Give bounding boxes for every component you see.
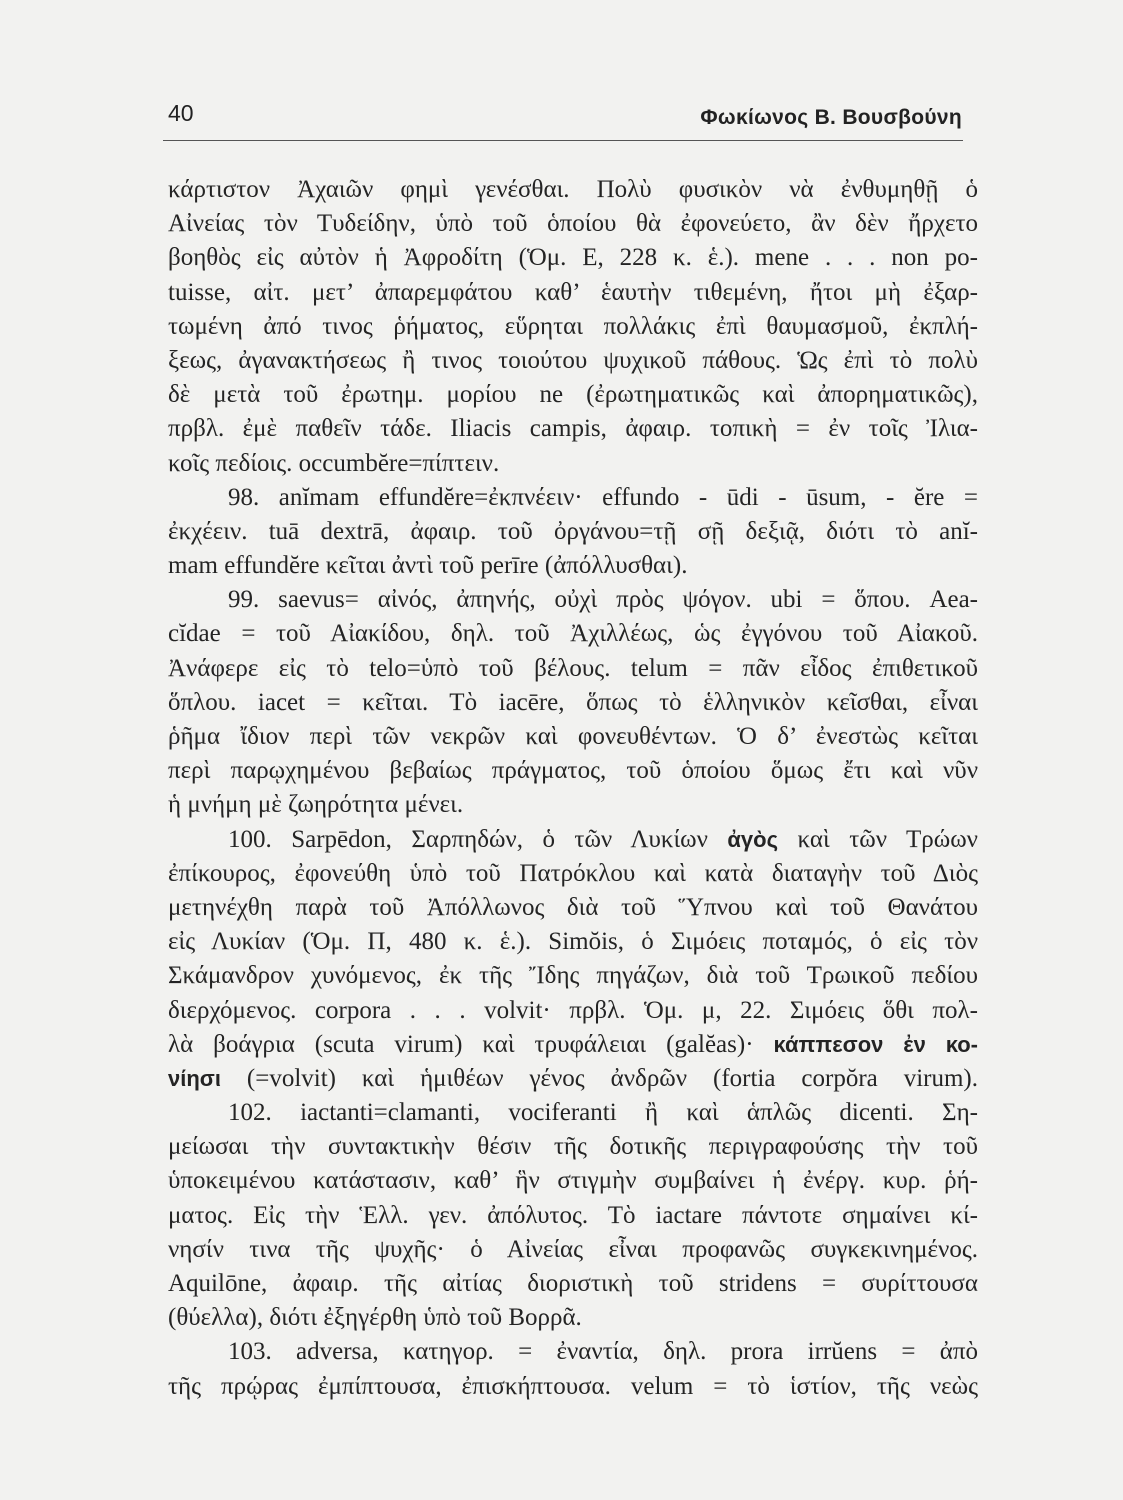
text-segment: (=volvit) καὶ ἡμιθέων γένος ἀνδρῶν (fortia corpŏra virum). — [220, 1064, 978, 1092]
text-line: νησίν τινα τῆς ψυχῆς· ὁ Αἰνείας εἶναι προφανῶς συγκεκινημένος. — [168, 1235, 978, 1263]
text-line — [168, 1062, 978, 1096]
bold-term: κάππεσον ἐν κο- — [773, 1031, 978, 1057]
text-line: Αἰνείας τὸν Τυδείδην, ὑπὸ τοῦ ὁποίου θὰ ἐφονεύετο, ἂν δὲν ἤρχετο — [168, 210, 978, 238]
text-line: ῥῆμα ἴδιον περὶ τῶν νεκρῶν καὶ φονευθέντων. Ὁ δ’ ἐνεστὼς κεῖται — [168, 723, 978, 750]
text-line: δὲ μετὰ τοῦ ἐρωτημ. μορίου ne (ἐρωτηματικῶς καὶ ἀπορηματικῶς), — [168, 381, 978, 409]
paragraph-start-line: 102. iactanti=clamanti, vociferanti ἢ καὶ ἁπλῶς dicenti. Ση- — [228, 1099, 978, 1127]
text-line: ματος. Εἰς τὴν Ἑλλ. γεν. ἀπόλυτος. Τὸ iactare πάντοτε σημαίνει κί- — [168, 1201, 978, 1229]
text-segment: καὶ τῶν Τρώων — [778, 825, 978, 853]
text-line: ἐπίκουρος, ἐφονεύθη ὑπὸ τοῦ Πατρόκλου καὶ κατὰ διαταγὴν τοῦ Διὸς — [168, 859, 978, 887]
paragraph-start-line: 103. adversa, κατηγορ. = ἐναντία, δηλ. prora irrŭens = ἀπὸ — [228, 1338, 978, 1366]
text-line — [168, 1028, 978, 1062]
paragraph-start-line — [168, 823, 978, 857]
body-text — [168, 173, 978, 1404]
paragraph-start-line: 98. anĭmam effundĕre=ἐκπνέειν· effundo - ūdi - ūsum, - ĕre = — [228, 483, 978, 511]
text-line: βοηθὸς εἰς αὐτὸν ἡ Ἀφροδίτη (Ὁμ. Ε, 228 κ. ἑ.). mene . . . non po- — [168, 244, 978, 272]
page-number: 40 — [168, 100, 194, 126]
text-segment: 100. Sarpēdon, Σαρπηδών, ὁ τῶν Λυκίων — [228, 825, 728, 853]
text-line: ξεως, ἀγανακτήσεως ἢ τινος τοιούτου ψυχικοῦ πάθους. Ὡς ἐπὶ τὸ πολὺ — [168, 346, 978, 374]
header-rule — [163, 140, 963, 141]
text-line: ὑποκειμένου κατάστασιν, καθ’ ἣν στιγμὴν συμβαίνει ἡ ἐνέργ. κυρ. ῥή- — [168, 1167, 978, 1195]
text-line: Ἀνάφερε εἰς τὸ telo=ὑπὸ τοῦ βέλους. telum = πᾶν εἶδος ἐπιθετικοῦ — [168, 654, 978, 682]
bold-term: νίησι — [168, 1065, 221, 1091]
paragraph-start-line: 99. saevus= αἰνός, ἀπηνής, οὐχὶ πρὸς ψόγον. ubi = ὅπου. Aea- — [228, 586, 978, 614]
text-line: τωμένη ἀπό τινος ῥήματος, εὕρηται πολλάκις ἐπὶ θαυμασμοῦ, ἐκπλή- — [168, 312, 978, 340]
text-line: πρβλ. ἐμὲ παθεῖν τάδε. Iliacis campis, ἀφαιρ. τοπικὴ = ἐν τοῖς Ἰλια- — [168, 415, 978, 443]
text-line: mam effundĕre κεῖται ἀντὶ τοῦ perīre (ἀπόλλυσθαι). — [168, 552, 688, 580]
text-segment: λὰ βοάγρια (scuta virum) καὶ τρυφάλειαι (galĕas)· — [168, 1030, 774, 1058]
text-line: (θύελλα), διότι ἐξηγέρθη ὑπὸ τοῦ Βορρᾶ. — [168, 1304, 582, 1332]
text-line: ἡ μνήμη μὲ ζωηρότητα μένει. — [168, 791, 464, 819]
text-line: διερχόμενος. corpora . . . volvit· πρβλ. Ὁμ. μ, 22. Σιμόεις ὅθι πολ- — [168, 996, 978, 1024]
text-line: εἰς Λυκίαν (Ὁμ. Π, 480 κ. ἑ.). Simŏis, ὁ Σιμόεις ποταμός, ὁ εἰς τὸν — [168, 928, 978, 956]
text-line: κοῖς πεδίοις. occumbĕre=πίπτειν. — [168, 449, 500, 477]
text-line: tuisse, αἰτ. μετ’ ἀπαρεμφάτου καθ’ ἑαυτὴν τιθεμένη, ἤτοι μὴ ἐξαρ- — [168, 278, 978, 306]
text-line: τῆς πρῴρας ἐμπίπτουσα, ἐπισκήπτουσα. velum = τὸ ἱστίον, τῆς νεὼς — [168, 1372, 978, 1400]
bold-term: ἀγὸς — [727, 826, 779, 852]
text-line: ἐκχέειν. tuā dextrā, ἀφαιρ. τοῦ ὀργάνου=τῇ σῇ δεξιᾷ, διότι τὸ anĭ- — [168, 517, 978, 545]
text-line: cĭdae = τοῦ Αἰακίδου, δηλ. τοῦ Ἀχιλλέως, ὡς ἐγγόνου τοῦ Αἰακοῦ. — [168, 620, 978, 648]
text-line: Σκάμανδρον χυνόμενος, ἐκ τῆς Ἴδης πηγάζων, διὰ τοῦ Τρωικοῦ πεδίου — [168, 962, 978, 990]
text-line: μείωσαι τὴν συντακτικὴν θέσιν τῆς δοτικῆς περιγραφούσης τὴν τοῦ — [168, 1133, 978, 1161]
text-line: περὶ παρῳχημένου βεβαίως πράγματος, τοῦ ὁποίου ὅμως ἔτι καὶ νῦν — [168, 757, 978, 785]
running-head: Φωκίωνος Β. Βουσβούνη — [700, 106, 962, 129]
text-line: Aquilōne, ἀφαιρ. τῆς αἰτίας διοριστικὴ τοῦ stridens = συρίττουσα — [168, 1270, 978, 1297]
text-line: κάρτιστον Ἀχαιῶν φημὶ γενέσθαι. Πολὺ φυσικὸν νὰ ἐνθυμηθῇ ὁ — [168, 176, 978, 203]
text-line: ὅπλου. iacet = κεῖται. Τὸ iacēre, ὅπως τὸ ἑλληνικὸν κεῖσθαι, εἶναι — [168, 688, 978, 716]
text-line: μετηνέχθη παρὰ τοῦ Ἀπόλλωνος διὰ τοῦ Ὕπνου καὶ τοῦ Θανάτου — [168, 893, 978, 921]
